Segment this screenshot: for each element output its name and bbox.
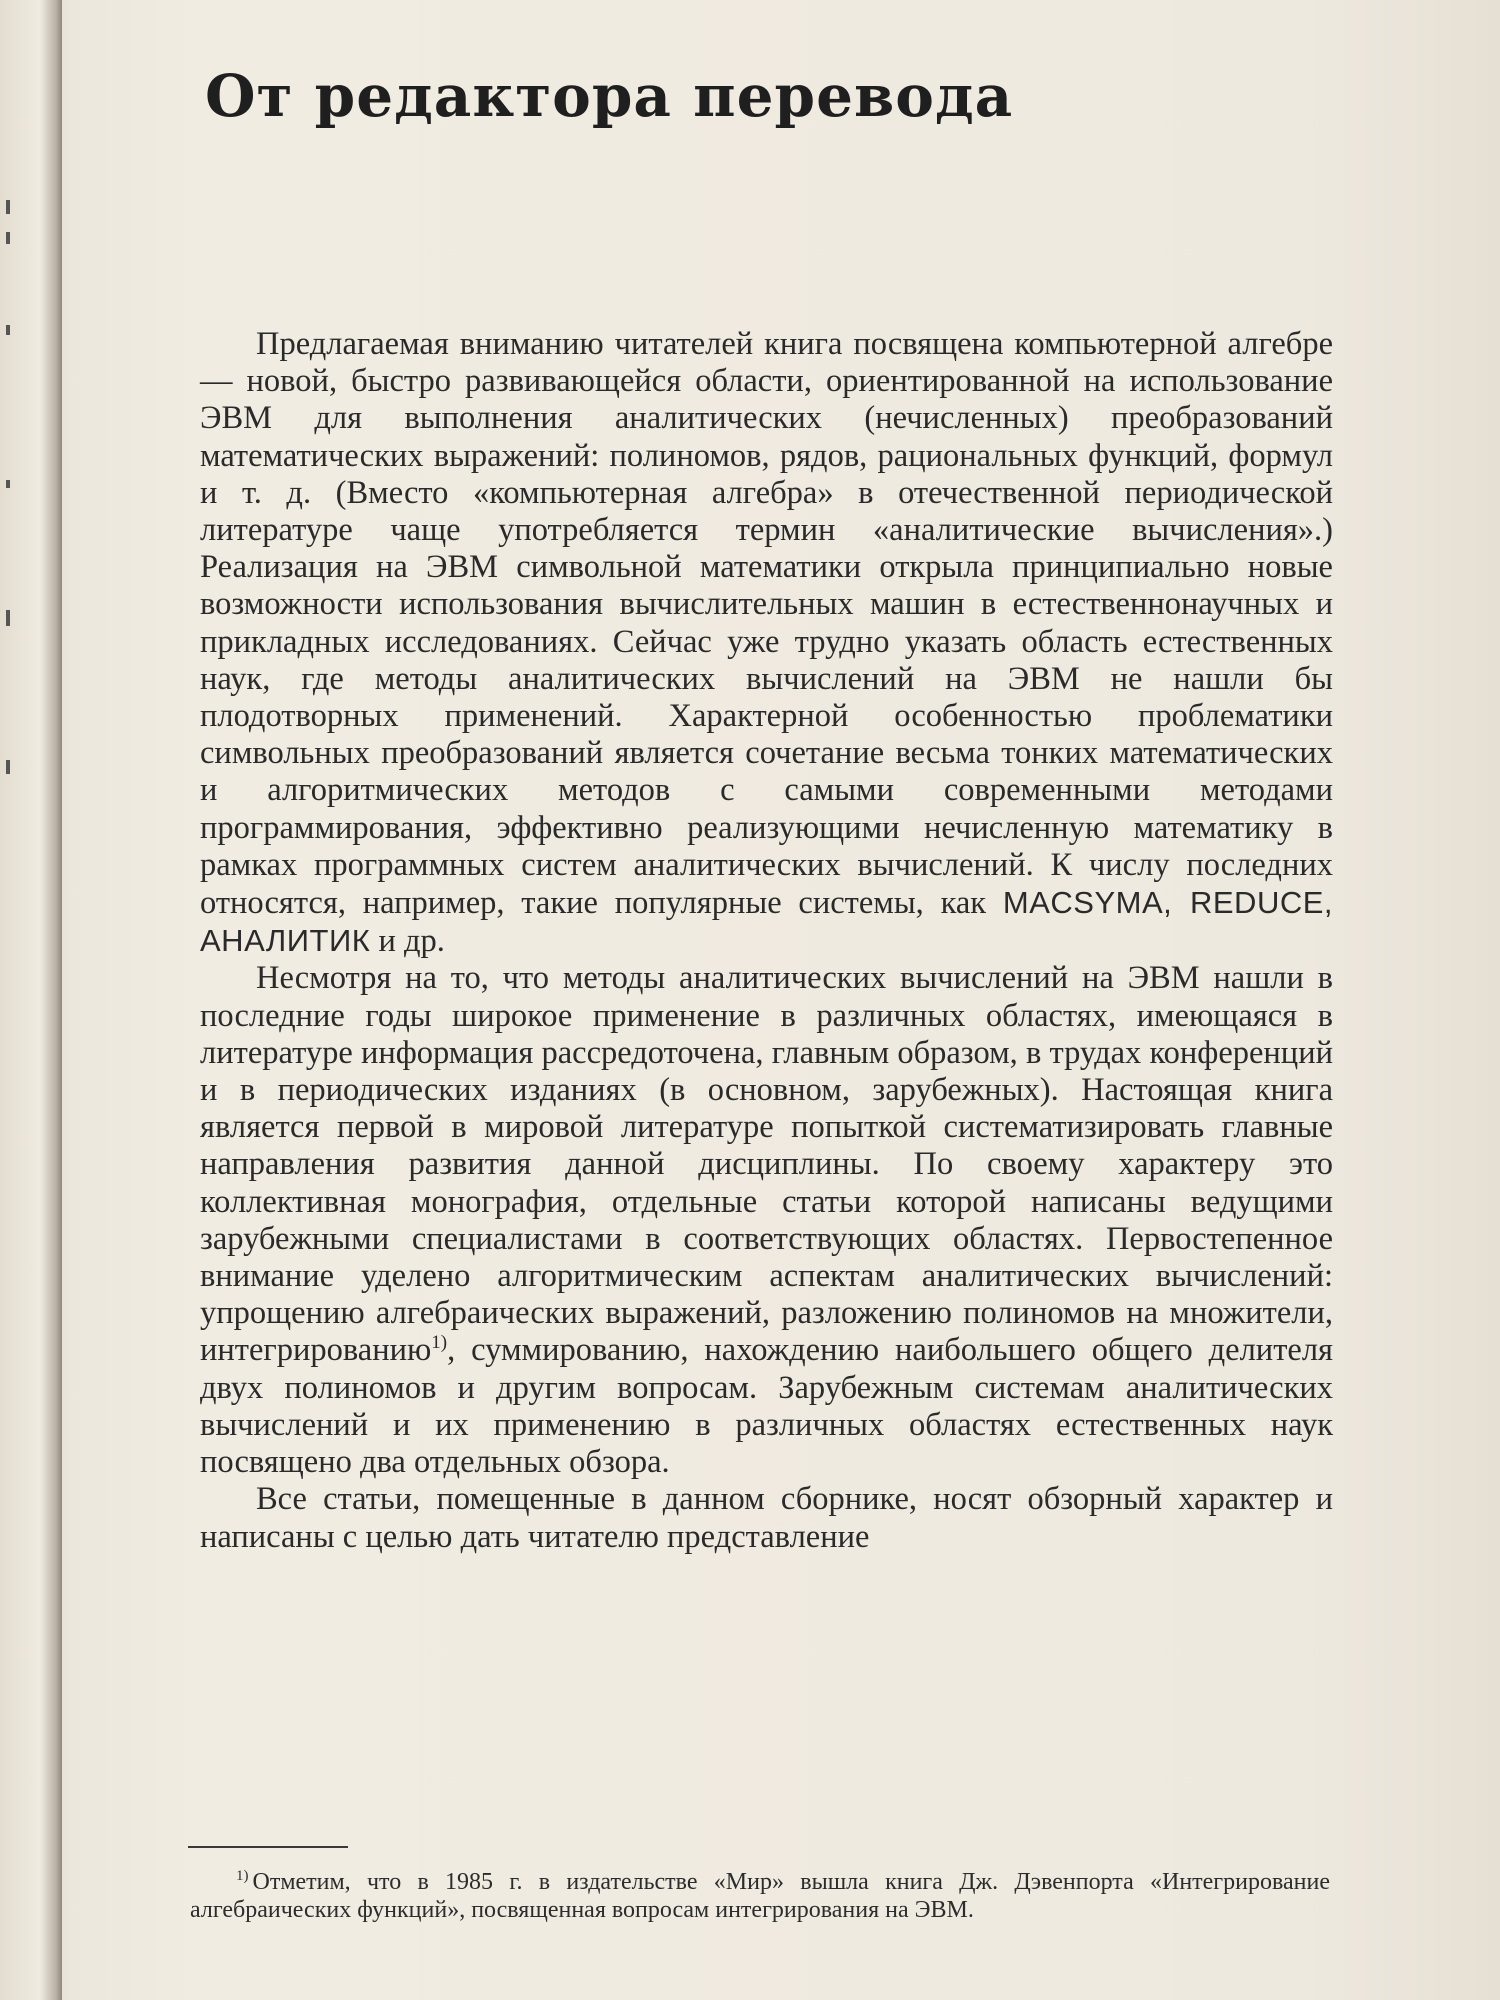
paragraph-intro	[200, 326, 1333, 960]
gutter-mark	[6, 610, 10, 626]
footnote-text: Отметим, что в 1985 г. в издательстве «Мир» вышла книга Дж. Дэвенпорта «Интегрирование алгебраических функций», посвященная вопросам интегрирования на ЭВМ.	[190, 1869, 1330, 1923]
paragraph-overview-continuation: , суммированию, нахождению наибольшего общего делителя двух полиномов и другим вопросам. Зарубежным системам аналитических вычислений и их применению в различных областях естественных наук посвящено два отдельных обзора.	[200, 1332, 1333, 1481]
footnote-reference[interactable]: 1)	[431, 1332, 448, 1354]
gutter-mark	[6, 480, 10, 488]
page-title: От редактора перевода	[205, 62, 1014, 130]
book-gutter	[0, 0, 62, 2000]
paragraph-overview-text: Несмотря на то, что методы аналитических вычислений на ЭВМ нашли в последние годы широкое применение в различных областях, имеющаяся в литературе информация рассредоточена, главным образом, в трудах конференций и в периодических изданиях (в основном, зарубежных). Настоящая книга является первой в мировой литературе попыткой систематизировать главные направления развития данной дисциплины. По своему характеру это коллективная монография, отдельные статьи которой написаны ведущими зарубежными специалистами в соответствующих областях. Первостепенное внимание уделено алгоритмическим аспектам аналитических вычислений: упрощению алгебраических выражений, разложению полиномов на множители, интегрированию	[200, 960, 1333, 1369]
paragraph-intro-ending: и др.	[378, 923, 445, 960]
footnote-mark: 1)	[236, 1868, 249, 1884]
paragraph-overview	[200, 960, 1333, 1481]
footnote-divider	[188, 1846, 348, 1848]
gutter-mark	[6, 760, 10, 774]
gutter-mark	[6, 325, 10, 335]
paragraph-intro-text: Предлагаемая вниманию читателей книга посвящена компьютерной алгебре — новой, быстро развивающейся области, ориентированной на использование ЭВМ для выполнения аналитических (нечисленных) преобразований математических выражений: полиномов, рядов, рациональных функций, формул и т. д. (Вместо «компьютерная алгебра» в отечественной периодической литературе чаще употребляется термин «аналитические вычисления».) Реализация на ЭВМ символьной математики открыла принципиально новые возможности использования вычислительных машин в естественнонаучных и прикладных исследованиях. Сейчас уже трудно указать область естественных наук, где методы аналитических вычислений на ЭВМ не нашли бы плодотворных применений. Характерной особенностью проблематики символьных преобразований является сочетание весьма тонких математических и алгоритмических методов с самыми современными методами программирования, эффективно реализующими нечисленную математику в рамках программных систем аналитических вычислений. К числу последних относятся, например, такие популярные системы, как	[200, 326, 1333, 922]
paragraph-articles-text: Все статьи, помещенные в данном сборнике, носят обзорный характер и написаны с целью дать читателю представление	[200, 1481, 1333, 1555]
body-text	[200, 326, 1333, 1556]
gutter-mark	[6, 200, 10, 214]
footnote	[190, 1868, 1330, 1924]
system-names: MACSYMA, REDUCE, АНАЛИТИК	[200, 885, 1334, 959]
paragraph-articles	[200, 1481, 1333, 1555]
gutter-mark	[6, 232, 10, 244]
